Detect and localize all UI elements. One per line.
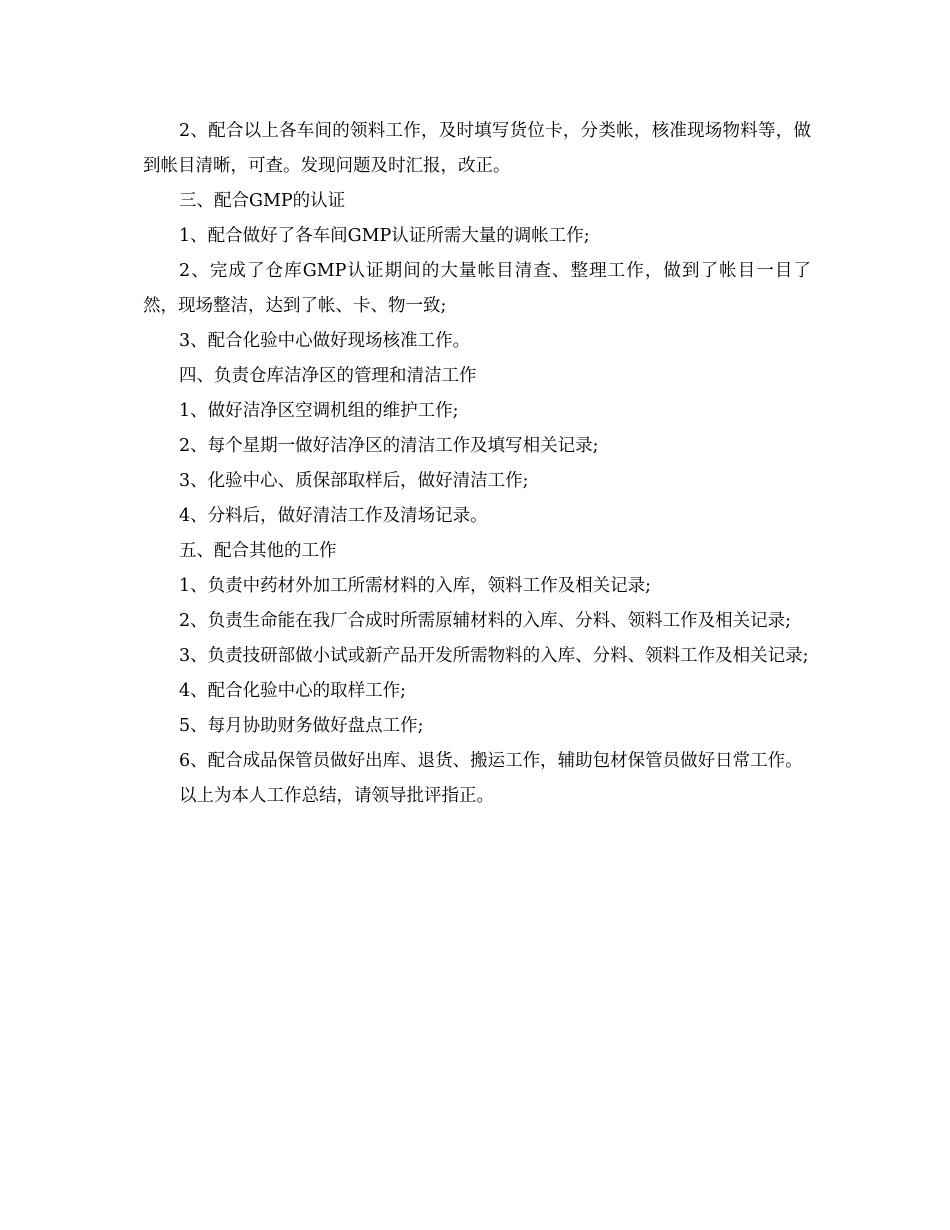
- paragraph: 6、配合成品保管员做好出库、退货、搬运工作，辅助包材保管员做好日常工作。: [179, 751, 803, 771]
- section-heading: 四、负责仓库洁净区的管理和清洁工作: [179, 366, 477, 386]
- paragraph: 3、配合化验中心做好现场核准工作。: [179, 331, 471, 351]
- paragraph: 2、每个星期一做好洁净区的清洁工作及填写相关记录;: [179, 436, 599, 456]
- paragraph: 2、负责生命能在我厂合成时所需原辅材料的入库、分料、领料工作及相关记录;: [179, 611, 792, 631]
- paragraph: 3、化验中心、质保部取样后，做好清洁工作;: [179, 471, 529, 491]
- section-heading: 三、配合GMP的认证: [179, 191, 346, 211]
- paragraph: 2、配合以上各车间的领料工作，及时填写货位卡，分类帐，核准现场物料等，做到帐目清晰，可查。发现问题及时汇报，改正。: [143, 121, 811, 176]
- section-heading: 五、配合其他的工作: [179, 541, 337, 561]
- paragraph: 4、配合化验中心的取样工作;: [179, 681, 407, 701]
- paragraph: 5、每月协助财务做好盘点工作;: [179, 716, 424, 736]
- paragraph: 1、做好洁净区空调机组的维护工作;: [179, 401, 459, 421]
- paragraph: 3、负责技研部做小试或新产品开发所需物料的入库、分料、领料工作及相关记录;: [179, 646, 809, 666]
- paragraph: 1、配合做好了各车间GMP认证所需大量的调帐工作;: [179, 226, 590, 246]
- closing-paragraph: 以上为本人工作总结，请领导批评指正。: [179, 786, 494, 806]
- paragraph: 2、完成了仓库GMP认证期间的大量帐目清查、整理工作，做到了帐目一目了然，现场整洁，达到了帐、卡、物一致;: [143, 261, 811, 316]
- paragraph: 1、负责中药材外加工所需材料的入库，领料工作及相关记录;: [179, 576, 652, 596]
- document-body: [143, 114, 811, 814]
- paragraph: 4、分料后，做好清洁工作及清场记录。: [179, 506, 488, 526]
